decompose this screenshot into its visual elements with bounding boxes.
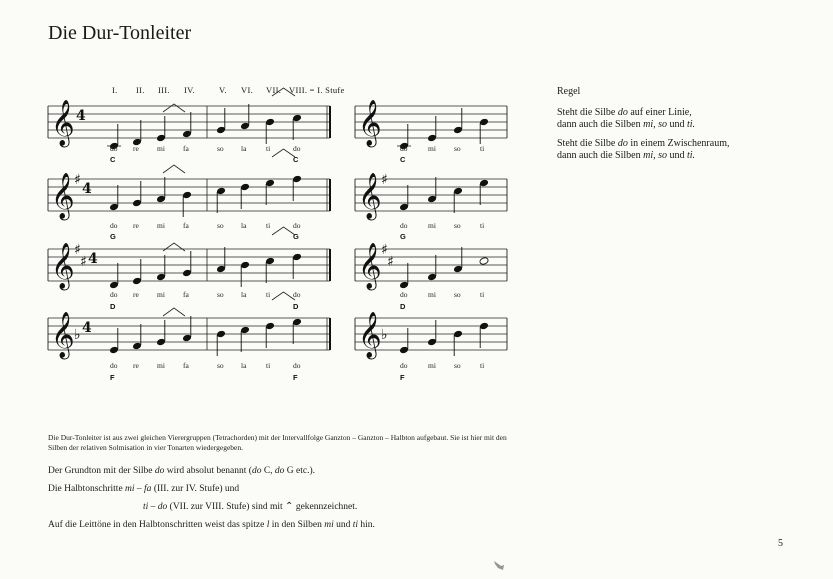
syllable-label: so: [454, 221, 461, 230]
ink-smudge-icon: [492, 560, 506, 572]
syllable-label: ti: [480, 144, 485, 153]
syllable-label: mi: [157, 361, 165, 370]
syllable-label: re: [133, 361, 139, 370]
syllable-label: so: [217, 221, 224, 230]
syllable-label: ti: [480, 361, 485, 370]
key-name-label: D: [110, 302, 116, 311]
halfstep-mark-icon: ⌃: [285, 501, 294, 512]
key-name-label: C: [110, 155, 116, 164]
syllable-label: so: [454, 144, 461, 153]
syllable-label: do: [400, 221, 408, 230]
halfstep-mark-icon: [163, 243, 185, 251]
regel-heading: Regel: [557, 86, 581, 97]
syllable-label: re: [133, 290, 139, 299]
sharp-icon: ♯: [80, 254, 87, 270]
regel-rule-2: Steht die Silbe do in einem Zwischenraum, dann auch die Silben mi, so und ti.: [557, 137, 730, 161]
syllable-label: la: [241, 290, 247, 299]
key-name-label: F: [110, 373, 115, 382]
syllable-label: do: [400, 290, 408, 299]
syllable-label: ti: [266, 361, 271, 370]
stufe-label: III.: [158, 85, 170, 95]
syllable-label: mi: [428, 290, 436, 299]
treble-clef-icon: 𝄞: [358, 243, 382, 289]
syllable-label: do: [110, 221, 118, 230]
flat-icon: ♭: [381, 327, 388, 343]
key-name-label: G: [400, 232, 406, 241]
syllable-label: mi: [428, 361, 436, 370]
syllable-label: so: [217, 361, 224, 370]
syllable-label: so: [217, 144, 224, 153]
halfstep-mark-icon: [272, 227, 295, 235]
syllable-label: do: [110, 290, 118, 299]
body-line-3: ti – do (VII. zur VIII. Stufe) sind mit ⌃ gekennzeichnet.: [48, 498, 375, 517]
treble-clef-icon: 𝄞: [358, 312, 382, 358]
syllable-label: do: [293, 290, 301, 299]
sharp-icon: ♯: [74, 242, 81, 258]
halfstep-mark-icon: [163, 308, 185, 316]
stufe-label: I.: [112, 85, 118, 95]
sharp-icon: ♯: [381, 172, 388, 188]
halfstep-mark-icon: [163, 104, 185, 112]
halfstep-mark-icon: [272, 149, 295, 157]
syllable-label: ti: [480, 290, 485, 299]
syllable-label: ti: [480, 221, 485, 230]
stufe-label: II.: [136, 85, 145, 95]
time-signature: 4: [76, 108, 86, 124]
key-name-label: G: [110, 232, 116, 241]
stufe-label: VII.: [266, 85, 282, 95]
syllable-label: so: [454, 290, 461, 299]
treble-clef-icon: 𝄞: [51, 100, 75, 146]
syllable-label: mi: [157, 221, 165, 230]
halfstep-mark-icon: [272, 292, 295, 300]
body-line-2: Die Halbtonschritte mi – fa (III. zur IV. Stufe) und: [48, 483, 240, 494]
regel-box: [557, 86, 729, 169]
syllable-label: mi: [157, 144, 165, 153]
syllable-label: re: [133, 144, 139, 153]
stufe-label: IV.: [184, 85, 195, 95]
syllable-label: so: [217, 290, 224, 299]
syllable-label: la: [241, 144, 247, 153]
stufe-label: VI.: [241, 85, 253, 95]
syllable-label: do: [110, 144, 118, 153]
key-name-label: D: [293, 302, 299, 311]
syllable-label: do: [400, 144, 408, 153]
key-name-label: F: [293, 373, 298, 382]
syllable-label: ti: [266, 290, 271, 299]
treble-clef-icon: 𝄞: [51, 243, 75, 289]
syllable-label: la: [241, 361, 247, 370]
syllable-label: do: [293, 221, 301, 230]
body-line-1: Der Grundton mit der Silbe do wird absolut benannt (do C, do G etc.).: [48, 466, 316, 476]
syllable-label: so: [454, 361, 461, 370]
time-signature: 4: [88, 251, 98, 267]
syllable-label: mi: [428, 144, 436, 153]
sharp-icon: ♯: [381, 242, 388, 258]
treble-clef-icon: 𝄞: [51, 312, 75, 358]
syllable-label: fa: [183, 290, 189, 299]
key-name-label: C: [400, 155, 406, 164]
time-signature: 4: [82, 320, 92, 336]
treble-clef-icon: 𝄞: [358, 173, 382, 219]
syllable-label: mi: [157, 290, 165, 299]
sharp-icon: ♯: [74, 172, 81, 188]
stufe-label: V.: [219, 85, 227, 95]
key-name-label: G: [293, 232, 299, 241]
halfstep-mark-icon: [272, 88, 295, 96]
syllable-label: fa: [183, 144, 189, 153]
body-line-4: Auf die Leittöne in den Halbtonschritten weist das spitze l in den Silben mi und ti hin.: [48, 519, 375, 530]
syllable-label: ti: [266, 144, 271, 153]
syllable-label: do: [400, 361, 408, 370]
flat-icon: ♭: [74, 327, 81, 343]
syllable-label: do: [293, 361, 301, 370]
page-number: 5: [778, 538, 783, 549]
figure-caption: Die Dur-Tonleiter ist aus zwei gleichen Vierergruppen (Tetrachorden) mit der Intervallfolge Ganzton – Ganzton – Halbton aufgebaut. Sie ist hier mit den Silben der relativen Solmisation in vier Tonarten wiedergegeben.: [48, 433, 507, 452]
stufe-label: VIII. = I. Stufe: [289, 85, 345, 95]
syllable-label: do: [293, 144, 301, 153]
key-name-label: C: [293, 155, 299, 164]
treble-clef-icon: 𝄞: [358, 100, 382, 146]
syllable-label: la: [241, 221, 247, 230]
key-name-label: D: [400, 302, 406, 311]
treble-clef-icon: 𝄞: [51, 173, 75, 219]
key-name-label: F: [400, 373, 405, 382]
syllable-label: ti: [266, 221, 271, 230]
syllable-label: re: [133, 221, 139, 230]
syllable-label: mi: [428, 221, 436, 230]
sharp-icon: ♯: [387, 254, 394, 270]
note-head: [479, 257, 489, 266]
syllable-label: do: [110, 361, 118, 370]
syllable-label: fa: [183, 361, 189, 370]
syllable-label: fa: [183, 221, 189, 230]
halfstep-mark-icon: [163, 165, 185, 173]
time-signature: 4: [82, 181, 92, 197]
regel-rule-1: Steht die Silbe do auf einer Linie, dann auch die Silben mi, so und ti.: [557, 106, 696, 130]
page-title: Die Dur-Tonleiter: [48, 22, 192, 44]
body-text: [48, 463, 375, 534]
